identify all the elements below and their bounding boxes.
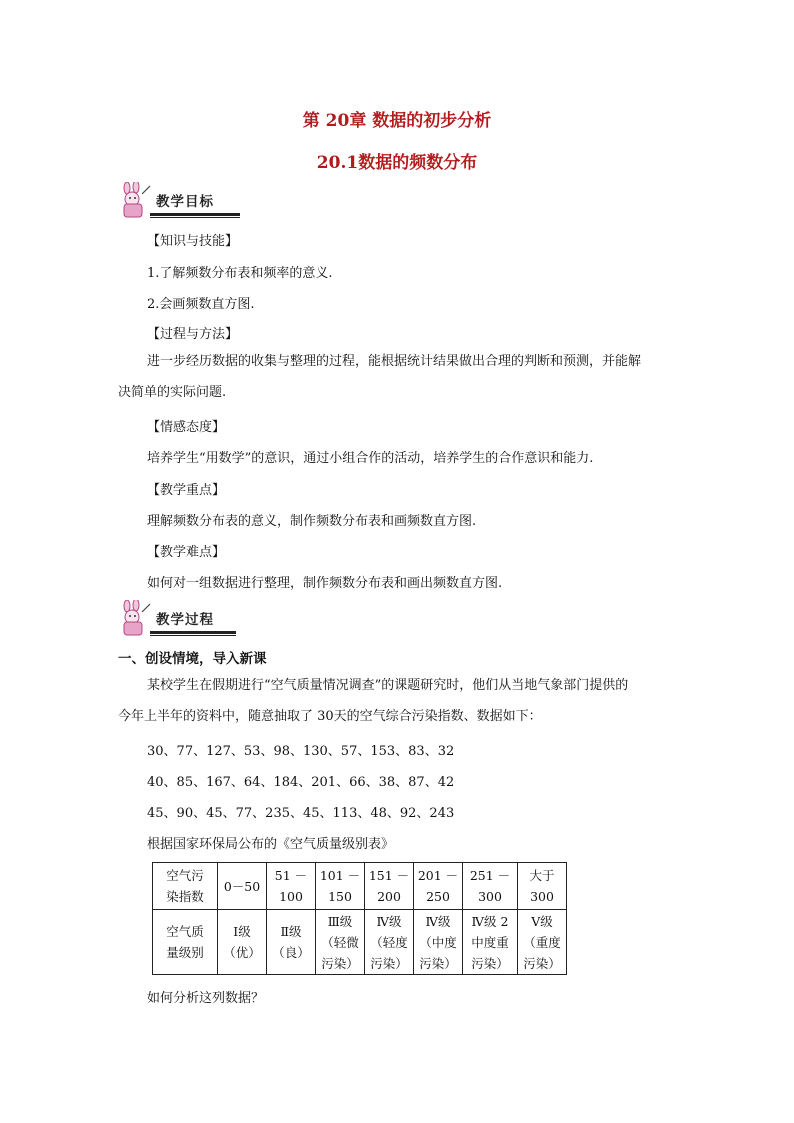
air-quality-table [152,862,567,975]
question-text: 如何分析这列数据？ [147,991,265,1006]
rabbit-mascot-icon [118,600,154,638]
table-cell: Ⅲ级 （轻微 污染） [316,910,365,975]
table-cell: Ⅳ级 （轻度 污染） [365,910,414,975]
difficulty-text: 如何对一组数据进行整理，制作频数分布表和画出频数直方图. [147,576,503,591]
table-cell: Ⅰ级 （优） [218,910,267,975]
page-title: 第 20章 数据的初步分析 [302,111,492,131]
focus-text: 理解频数分布表的意义，制作频数分布表和画频数直方图. [147,514,477,529]
table-row-index [153,863,567,910]
emotion-text: 培养学生“用数学”的意识，通过小组合作的活动，培养学生的合作意识和能力. [147,451,594,466]
data-row-2: 40、85、167、64、184、201、66、38、87、42 [147,775,455,790]
table-cell: 251 － 300 [463,863,518,910]
intro-paragraph [118,670,678,732]
data-row-1: 30、77、127、53、98、130、57、153、83、32 [147,744,455,759]
section-heading: 一、创设情境，导入新课 [118,651,267,667]
knowledge-item-1: 1.了解频数分布表和频率的意义. [147,266,333,281]
table-cell: 101 － 150 [316,863,365,910]
table-cell: 51 － 100 [267,863,316,910]
banner-underline-thin [150,217,240,218]
section-banner-objectives [118,182,248,222]
process-paragraph [118,346,678,408]
process-line-1: 进一步经历数据的收集与整理的过程，能根据统计结果做出合理的判断和预测，并能解 [147,354,642,369]
section-banner-process [118,600,248,640]
banner-label: 教学目标 [156,194,214,210]
process-line-2: 决简单的实际问题. [118,385,227,400]
focus-heading: 【教学重点】 [147,483,226,498]
difficulty-heading: 【教学难点】 [147,545,226,560]
banner-underline-thin [150,635,236,636]
table-cell: Ⅴ级 （重度 污染） [518,910,567,975]
table-cell: 201 － 250 [414,863,463,910]
table-cell: 空气质 量级别 [153,910,218,975]
table-caption: 根据国家环保局公布的《空气质量级别表》 [147,837,395,852]
intro-line-2: 今年上半年的资料中，随意抽取了 30天的空气综合污染指数、数据如下： [118,709,542,724]
table-row-level [153,910,567,975]
table-cell: Ⅳ级 （中度 污染） [414,910,463,975]
rabbit-mascot-icon [118,182,154,220]
table-cell: 151 － 200 [365,863,414,910]
table-cell: Ⅳ级 2 中度重 污染） [463,910,518,975]
banner-label: 教学过程 [156,612,214,628]
table-cell: 空气污 染指数 [153,863,218,910]
intro-line-1: 某校学生在假期进行“空气质量情况调查”的课题研究时，他们从当地气象部门提供的 [147,678,629,693]
banner-underline [150,631,236,634]
table-cell: 大于 300 [518,863,567,910]
knowledge-heading: 【知识与技能】 [147,234,239,249]
table-cell: Ⅱ级 （良） [267,910,316,975]
data-row-3: 45、90、45、77、235、45、113、48、92、243 [147,806,455,821]
banner-underline [150,213,240,216]
process-heading: 【过程与方法】 [147,327,239,342]
knowledge-item-2: 2.会画频数直方图. [147,297,255,312]
table-cell: 0－50 [218,863,267,910]
emotion-heading: 【情感态度】 [147,420,226,435]
page-subtitle: 20.1数据的频数分布 [316,153,478,173]
